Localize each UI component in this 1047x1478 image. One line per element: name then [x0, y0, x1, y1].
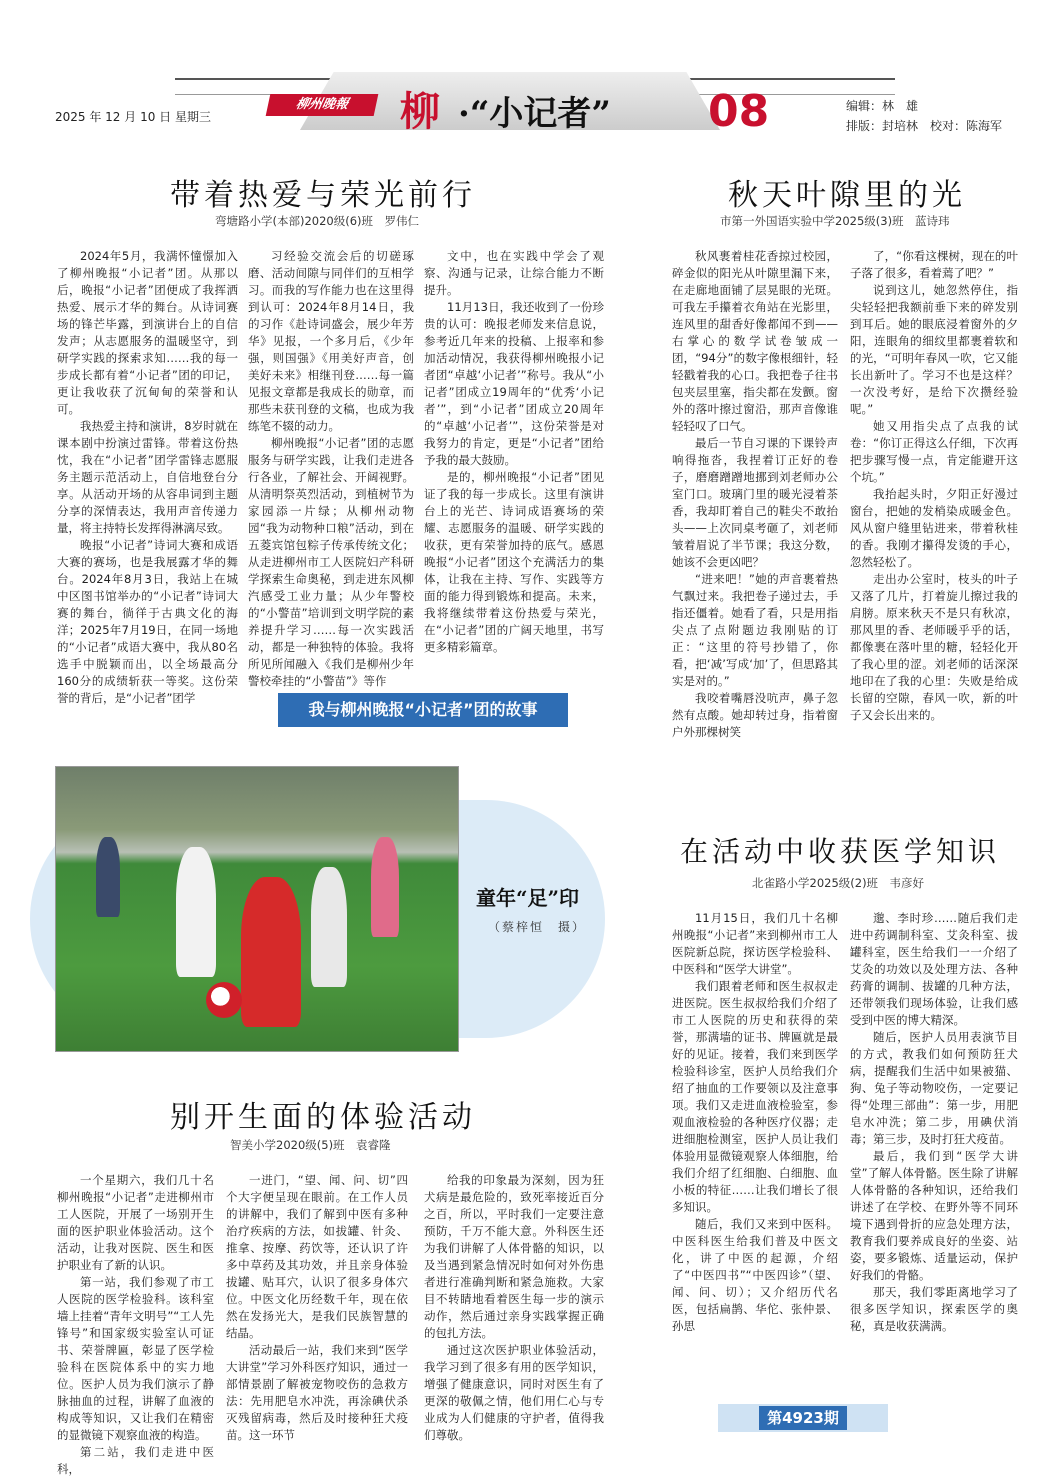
- article3-title: 在活动中收获医学知识: [680, 835, 1001, 868]
- article2-byline: 市第一外国语实验中学2025级(3)班 蓝诗玮: [720, 214, 950, 228]
- article4-col3: [424, 1172, 604, 1462]
- child-figure: [176, 847, 216, 977]
- paragraph: 柳州晚报“小记者”团的志愿服务与研学实践，让我们走进各行各业，了解社会、开阔视野。从清明祭英烈活动，到植树节为家园添一片绿；从柳州动物园“我为动物种口粮”活动，到在五菱宾馆包粽子传承传统文化；从走进柳州市工人医院妇产科研学探索生命奥秘，到走进东风柳汽感受工业力量；从少年警校的“小警苗”培训到文明学院的素养提升学习……每一次实践活动，都是一种独特的体验。我将所见所闻融入《我们是柳州少年警校牵挂的“小警苗”》等作: [248, 436, 414, 688]
- paragraph: 她又用指尖点了点我的试卷：“你订正得这么仔细，下次再把步骤写慢一点，肯定能避开这个坑。”: [850, 419, 1018, 484]
- layout-line: 排版：封培林 校对：陈海军: [846, 119, 1003, 133]
- paragraph: 文中，也在实践中学会了观察、沟通与记录，让综合能力不断提升。: [424, 249, 604, 297]
- paragraph: 我们跟着老师和医生叔叔走进医院。医生叔叔给我们介绍了市工人医院的历史和获得的荣誉，那满墙的证书、牌匾就是最好的见证。接着，我们来到医学检验科诊室，医护人员给我们介绍了抽血的工作要领以及注意事项。我们又走进血液检验室，参观血液检验的各种医疗仪器；走进细胞检测室，医护人员让我们体验用显微镜观察人体细胞，给我们介绍了红细胞、白细胞、血小板的特征……让我们增长了很多知识。: [672, 979, 838, 1214]
- page-number: 08: [708, 86, 770, 137]
- issue-number: 第4923期: [759, 1406, 847, 1430]
- paragraph: 第二站，我们走进中医科，: [57, 1445, 214, 1476]
- article1-col3: [424, 248, 604, 684]
- section-title: ·“小记者”: [458, 94, 611, 134]
- paragraph: 最后一节自习课的下课铃声响得拖沓，我捏着订正好的卷子，磨磨蹭蹭地挪到刘老师办公室门口。玻璃门里的暖光浸着茶香，我却盯着自己的鞋尖不敢抬头——上次同桌考砸了，刘老师皱着眉说了半节课；我这分数，她该不会更凶吧？: [672, 436, 838, 569]
- editor-line: 编辑：林 雄: [846, 99, 919, 113]
- paragraph: 我热爱主持和演讲，8岁时就在课本剧中扮演过雷锋。带着这份热忱，我在“小记者”团学雷锋志愿服务主题示范活动上，自信地登台分享。从活动开场的从容串词到主题分享的深情表达，我用声音传递力量，将主持特长发挥得淋漓尽致。: [57, 419, 238, 535]
- paragraph: 11月13日，我还收到了一份珍贵的认可：晚报老师发来信息说，参考近几年来的投稿、上报率和参加活动情况，我获得柳州晚报小记者团“卓越‘小记者’”称号。我从“小记者”团成立19周年的“优秀‘小记者’”，到“小记者”团成立20周年的“卓越‘小记者’”，这份荣誉是对我努力的肯定，更是“小记者”团给予我的最大鼓励。: [424, 300, 604, 467]
- paragraph: 一进门，“望、闻、问、切”四个大字便呈现在眼前。在工作人员的讲解中，我们了解到中医有多种治疗疾病的方法，如拔罐、针灸、推拿、按摩、药饮等，还认识了许多中草药及其功效，并且亲身体验拔罐、贴耳穴，认识了很多身体穴位。中医文化历经数千年，现在依然在发扬光大，是我们民族智慧的结晶。: [226, 1173, 408, 1340]
- article4-byline: 智美小学2020级(5)班 袁睿隆: [230, 1138, 391, 1152]
- paragraph: 一个星期六，我们几十名柳州晚报“小记者”走进柳州市工人医院，开展了一场别开生面的医护职业体验活动。这个活动，让我对医院、医生和医护职业有了新的认识。: [57, 1173, 214, 1272]
- paragraph: 走出办公室时，枝头的叶子又落了几片，打着旋儿擦过我的肩膀。原来秋天不是只有秋凉，那风里的香、老师暖乎乎的话，都像裹在落叶里的糖，轻轻化开了我心里的涩。刘老师的话深深地印在了我的心里：失败是给成长留的空隙，春风一吹，新的叶子又会长出来的。: [850, 572, 1018, 722]
- article1-byline: 弯塘路小学(本部)2020级(6)班 罗伟仁: [215, 214, 420, 228]
- photo-caption: 童年“足”印: [476, 886, 580, 910]
- paragraph: 了，“你看这棵树，现在的叶子落了很多，看着蔫了吧？”: [850, 249, 1018, 280]
- article2-title: 秋天叶隙里的光: [728, 178, 966, 213]
- paragraph: 最后，我们到“医学大讲堂”了解人体骨骼。医生除了讲解人体骨骼的各种知识，还给我们讲述了在学校、在野外等不同环境下遇到骨折的应急处理方法，教育我们要养成良好的坐姿、站姿，要多锻炼、适量运动，保护好我们的骨骼。: [850, 1149, 1018, 1282]
- article1-banner: 我与柳州晚报“小记者”团的故事: [278, 693, 568, 727]
- paragraph: 活动最后一站，我们来到“医学大讲堂”学习外科医疗知识，通过一部情景剧了解被宠物咬伤的急救方法：先用肥皂水冲洗，再涂碘伏杀灭残留病毒，然后及时接种狂犬疫苗。这一环节: [226, 1343, 408, 1442]
- child-figure: [311, 867, 347, 987]
- child-figure: [241, 877, 301, 1027]
- article3-byline: 北雀路小学2025级(2)班 韦彦好: [752, 876, 925, 890]
- paragraph: 给我的印象最为深刻，因为狂犬病是最危险的，致死率接近百分之百，所以，平时我们一定要注意预防，千万不能大意。外科医生还为我们讲解了人体骨骼的知识，以及当遇到紧急情况时如何对外伤患者进行准确判断和紧急施救。大家目不转睛地看着医生每一步的演示动作，然后通过亲身实践掌握正确的包扎方法。: [424, 1173, 604, 1340]
- section-char: 柳: [400, 88, 440, 135]
- paragraph: 我咬着嘴唇没吭声，鼻子忽然有点酸。她却转过身，指着窗户外那棵树笑: [672, 691, 838, 739]
- issue-date: 2025 年 12 月 10 日 星期三: [55, 110, 211, 124]
- article3-col1: [672, 910, 838, 1390]
- child-figure: [96, 837, 120, 917]
- paragraph: 随后，我们又来到中医科。中医科医生给我们普及中医文化，讲了中医的起源，介绍了“中医四书”“中医四诊”（望、闻、问、切）；又介绍历代名医，包括扁鹊、华佗、张仲景、孙思: [672, 1217, 838, 1333]
- photo-credit: （蔡梓恒 摄）: [488, 920, 587, 934]
- article4-col2: [226, 1172, 408, 1462]
- paragraph: 邈、李时珍……随后我们走进中药调制科室、艾灸科室、拔罐科室，医生给我们一一介绍了艾灸的功效以及处理方法、各种药膏的调制、拔罐的几种方法，还带领我们现场体验，让我们感受到中医的博大精深。: [850, 911, 1018, 1027]
- issue-number-box: [718, 1404, 888, 1432]
- paragraph: 11月15日，我们几十名柳州晚报“小记者”来到柳州市工人医院新总院，探访医学检验科、中医科和“医学大讲堂”。: [672, 911, 838, 976]
- paragraph: 秋风裹着桂花香掠过校园，碎金似的阳光从叶隙里漏下来，在走廊地面铺了层晃眼的光斑。可我左手攥着衣角站在光影里，连风里的甜香好像都闻不到——右掌心的数学试卷皱成一团，“94分”的数字像根细针，轻轻戳着我的心口。我把卷子往书包夹层里塞，指尖都在发颤。窗外的落叶擦过窗沿，那声音像谁轻轻叹了口气。: [672, 249, 838, 433]
- paragraph: 2024年5月，我满怀憧憬加入了柳州晚报“小记者”团。从那以后，晚报“小记者”团便成了我挥洒热爱、展示才华的舞台。从诗词赛场的锋芒毕露，到演讲台上的自信发声；从志愿服务的温暖坚守，到研学实践的探索求知……我的每一步成长都有着“小记者”团的印记，更让我收获了沉甸甸的荣誉和认可。: [57, 249, 238, 416]
- paragraph: 是的，柳州晚报“小记者”团见证了我的每一步成长。这里有演讲台上的光芒、诗词成语赛场的荣耀、志愿服务的温暖、研学实践的收获，更有荣誉加持的底气。感恩晚报“小记者”团这个充满活力的集体，让我在主持、写作、实践等方面的能力得到锻炼和提高。未来，我将继续带着这份热爱与荣光，在“小记者”团的广阔天地里，书写更多精彩篇章。: [424, 470, 604, 654]
- paragraph: 第一站，我们参观了市工人医院的医学检验科。该科室墙上挂着“青年文明号”“工人先锋号”和国家级实验室认可证书、荣誉牌匾，彰显了医学检验科在医院体系中的实力地位。医护人员为我们演示了静脉抽血的过程，讲解了血液的构成等知识，又让我们在精密的显微镜下观察血液的构造。: [57, 1275, 214, 1442]
- paragraph: 随后，医护人员用表演节目的方式，教我们如何预防狂犬病，提醒我们生活中如果被猫、狗、兔子等动物咬伤，一定要记得“处理三部曲”：第一步，用肥皂水冲洗；第二步，用碘伏消毒；第三步，及时打狂犬疫苗。: [850, 1030, 1018, 1146]
- editor-info: [846, 96, 1002, 136]
- paragraph: 晚报“小记者”诗词大赛和成语大赛的赛场，也是我展露才华的舞台。2024年8月3日，我站上在城中区图书馆举办的“小记者”诗词大赛的舞台，徜徉于古典文化的海洋；2025年7月19日，在同一场地的“小记者”成语大赛中，我从80名选手中脱颖而出，以全场最高分160分的成绩斩获一等奖。这份荣誉的背后，是“小记者”团学: [57, 538, 238, 705]
- paragraph: 说到这儿，她忽然停住，指尖轻轻把我额前垂下来的碎发别到耳后。她的眼底浸着窗外的夕阳，连眼角的细纹里都裹着软和的光，“可明年春风一吹，它又能长出新叶了。学习不也是这样？一次没考好，是给下次攒经验呢。”: [850, 283, 1018, 416]
- paragraph: 通过这次医护职业体验活动，我学习到了很多有用的医学知识，增强了健康意识，同时对医生有了更深的敬佩之情，他们用仁心与专业成为人们健康的守护者，值得我们尊敬。: [424, 1343, 604, 1442]
- article2-col2: [850, 248, 1018, 758]
- football: [206, 982, 242, 1018]
- paragraph: 那天，我们零距离地学习了很多医学知识，探索医学的奥秘，真是收获满满。: [850, 1285, 1018, 1333]
- football-photo: [55, 766, 459, 1052]
- article2-col1: [672, 248, 838, 776]
- newspaper-logo: 柳州晚報: [266, 94, 379, 116]
- article1-col1: [57, 248, 238, 776]
- article4-col1: [57, 1172, 214, 1476]
- article4-title: 别开生面的体验活动: [170, 1100, 476, 1135]
- article1-col2: [248, 248, 414, 688]
- paragraph: 我抬起头时，夕阳正好漫过窗台，把她的发梢染成暖金色。风从窗户缝里钻进来，带着秋桂的香。我刚才攥得发烫的手心，忽然轻松了。: [850, 487, 1018, 569]
- child-figure: [371, 837, 399, 937]
- article3-col2: [850, 910, 1018, 1390]
- paragraph: 习经验交流会后的切磋琢磨、活动间隙与同伴们的互相学习。而我的写作能力也在这里得到认可：2024年8月14日，我的习作《赴诗词盛会，展少年芳华》见报，一个多月后，《少年强，则国强》《用美好声音，创美好未来》相继刊登……每一篇见报文章都是我成长的勋章，而那些未获刊登的文稿，也成为我练笔不辍的动力。: [248, 249, 414, 433]
- article1-title: 带着热爱与荣光前行: [170, 178, 476, 213]
- paragraph: “进来吧！”她的声音裹着热气飘过来。我把卷子递过去，手指还僵着。她看了看，只是用指尖点了点附题边我刚贴的订正：“这里的符号抄错了，你看，把‘减’写成‘加’了，但思路其实是对的。”: [672, 572, 838, 688]
